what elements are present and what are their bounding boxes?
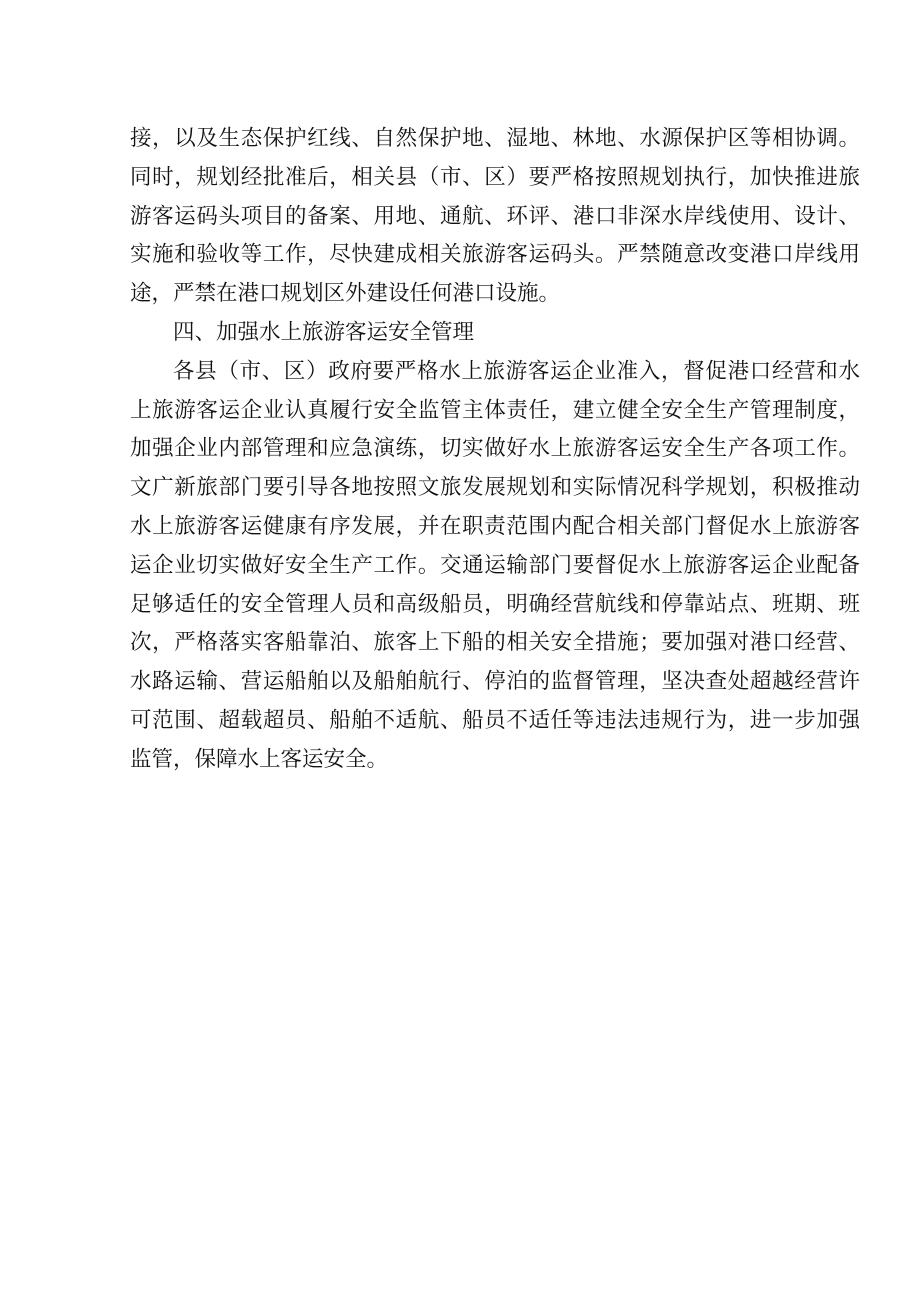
paragraph-2-line: 次，严格落实客船靠泊、旅客上下船的相关安全措施；要加强对港口经营、 <box>130 630 860 656</box>
paragraph-2-line: 可范围、超载超员、船舶不适航、船员不适任等违法违规行为，进一步加强 <box>130 707 860 733</box>
section-heading-4: 四、加强水上旅游客运安全管理 <box>173 319 475 345</box>
paragraph-2-line: 各县（市、区）政府要严格水上旅游客运企业准入，督促港口经营和水 <box>173 358 860 384</box>
paragraph-1-line: 途，严禁在港口规划区外建设任何港口设施。 <box>130 281 561 307</box>
paragraph-1-line: 实施和验收等工作，尽快建成相关旅游客运码头。严禁随意改变港口岸线用 <box>130 242 860 268</box>
paragraph-2-line: 水上旅游客运健康有序发展，并在职责范围内配合相关部门督促水上旅游客 <box>130 513 860 539</box>
paragraph-1-line: 接，以及生态保护红线、自然保护地、湿地、林地、水源保护区等相协调。 <box>130 126 860 151</box>
paragraph-2-line: 文广新旅部门要引导各地按照文旅发展规划和实际情况科学规划，积极推动 <box>130 475 860 501</box>
paragraph-2-line: 足够适任的安全管理人员和高级船员，明确经营航线和停靠站点、班期、班 <box>130 591 860 617</box>
paragraph-1-line: 游客运码头项目的备案、用地、通航、环评、港口非深水岸线使用、设计、 <box>130 203 860 229</box>
paragraph-2-line: 加强企业内部管理和应急演练，切实做好水上旅游客运安全生产各项工作。 <box>130 436 860 462</box>
paragraph-2-line: 水路运输、营运船舶以及船舶航行、停泊的监督管理，坚决查处超越经营许 <box>130 669 860 695</box>
paragraph-2 <box>130 353 860 780</box>
paragraph-2-line: 上旅游客运企业认真履行安全监管主体责任，建立健全安全生产管理制度， <box>130 397 860 423</box>
document-body <box>130 120 860 780</box>
paragraph-1-line: 同时，规划经批准后，相关县（市、区）要严格按照规划执行，加快推进旅 <box>130 164 860 190</box>
paragraph-2-line: 监管，保障水上客运安全。 <box>130 746 389 772</box>
paragraph-1 <box>130 120 860 314</box>
paragraph-2-line: 运企业切实做好安全生产工作。交通运输部门要督促水上旅游客运企业配备 <box>130 552 860 578</box>
